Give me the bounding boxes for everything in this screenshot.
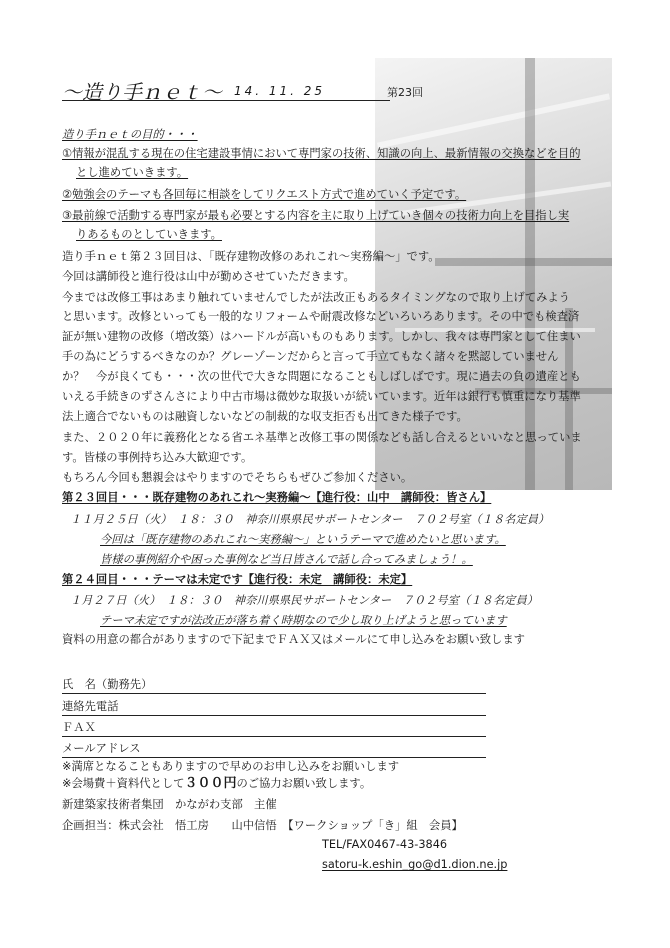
- session23-note: 今回は「既存建物のあれこれ～実務編～」というテーマで進めたいと思います。: [100, 533, 506, 546]
- body-line: 今回は講師役と進行役は山中が勤めさせていただきます。: [62, 270, 355, 283]
- phone-field-label: 連絡先電話: [62, 700, 119, 713]
- organizer: 新建築家技術者集団 かながわ支部 主催: [62, 798, 277, 811]
- body-line: 法上適合でないものは融資しないなどの制裁的な収支拒否も出てきた様子です。: [62, 410, 468, 423]
- body-line: いえる手続きのずさんさにより中古市場は微妙な取扱いが続いています。近年は銀行も慎重になり基準: [62, 390, 581, 403]
- session23-note: 皆様の事例紹介や困った事例など当日皆さんで話し合ってみましょう！。: [100, 553, 473, 566]
- body-line: か？ 今が良くても・・・次の世代で大きな問題になることもしばしばです。現に過去の負の遺産とも: [62, 370, 581, 383]
- background-photo: [375, 58, 612, 490]
- name-field-label: 氏 名（勤務先）: [62, 678, 153, 691]
- body-line: と思います。改修といっても一般的なリフォームや耐震改修などいろいろあります。その中でも検査済: [62, 310, 580, 323]
- page-title: ～造り手ｎｅｔ～: [62, 80, 222, 104]
- header-date: 14. 11. 25: [234, 84, 326, 98]
- body-line: 手の為にどうするべきなのか？グレーゾーンだからと言って手立てもなく諸々を黙認していません: [62, 350, 559, 363]
- body-line: 今までは改修工事はあまり触れていませんでしたが法改正もあるタイミングなので取り上げてみよう: [62, 291, 570, 304]
- body-line: もちろん今回も懇親会はやりますのでそちらもぜひご参加ください。: [62, 471, 413, 484]
- email-field[interactable]: [62, 739, 486, 758]
- title-underline: [62, 100, 390, 101]
- body-line: また、２０２０年に義務化となる省エネ基準と改修工事の関係なども話し合えるといいなと思っていま: [62, 431, 582, 444]
- application-note: 資料の用意の都合がありますので下記までＦＡＸ又はメールにて申し込みをお願い致します: [62, 633, 525, 646]
- fax-field-label: ＦＡＸ: [62, 721, 96, 734]
- purpose-heading: 造り手ｎｅｔの目的・・・: [62, 128, 198, 141]
- body-line: 造り手ｎｅｔ第２３回目は、「既存建物改修のあれこれ～実務編～」です。: [62, 250, 440, 263]
- fax-field[interactable]: [62, 718, 486, 737]
- body-line: 証が無い建物の改修（増改築）はハードルが高いものもあります。しかし、我々は専門家として住まい: [62, 330, 581, 343]
- header: [62, 76, 582, 102]
- email-field-label: メールアドレス: [62, 742, 141, 755]
- session23-schedule: １１月２５日（火） １８：３０ 神奈川県県民サポートセンター ７０２号室（１８名定員）: [70, 513, 550, 526]
- purpose-item-1a: ①情報が混乱する現在の住宅建設事情において専門家の技術、知識の向上、最新情報の交換などを目的: [62, 147, 581, 160]
- email-link[interactable]: satoru-k.eshin_go@d1.dion.ne.jp: [322, 858, 508, 871]
- purpose-item-3b: りあるものとしていきます。: [76, 228, 222, 241]
- session24-note: テーマ未定ですが法改正が落ち着く時期なので少し取り上げようと思っています: [100, 614, 507, 627]
- footer-note-2: [62, 777, 371, 791]
- footer-note-2-suffix: のご協力お願い致します。: [236, 777, 372, 790]
- fee-amount: ３００円: [184, 776, 237, 791]
- footer-note-1: ※満席となることもありますので早めのお申し込みをお願いします: [62, 760, 400, 773]
- purpose-item-2: ②勉強会のテーマも各回毎に相談をしてリクエスト方式で進めていく予定です。: [62, 188, 467, 201]
- name-field[interactable]: [62, 675, 486, 694]
- body-line: す。皆様の事例持ち込み大歓迎です。: [62, 451, 253, 464]
- phone-field[interactable]: [62, 697, 486, 716]
- footer-note-2-prefix: ※会場費＋資料代として: [62, 777, 185, 790]
- session24-heading: 第２４回目・・・テーマは未定です【進行役：未定 講師役：未定】: [62, 573, 413, 586]
- session24-schedule: １月２７日（火） １８：３０ 神奈川県県民サポートセンター ７０２号室（１８名定員）: [70, 594, 539, 607]
- planner: 企画担当：株式会社 悟工房 山中信悟 【ワークショップ「き」組 会員】: [62, 819, 463, 832]
- purpose-item-3a: ③最前線で活動する専門家が最も必要とする内容を主に取り上げていき個々の技術力向上を目指し実: [62, 209, 570, 222]
- tel-fax: TEL/FAX0467-43-3846: [322, 838, 448, 851]
- session23-heading: 第２３回目・・・既存建物のあれこれ～実務編～【進行役：山中 講師役：皆さん】: [62, 491, 492, 504]
- header-issue: 第23回: [387, 86, 423, 99]
- purpose-item-1b: とし進めていきます。: [76, 166, 189, 179]
